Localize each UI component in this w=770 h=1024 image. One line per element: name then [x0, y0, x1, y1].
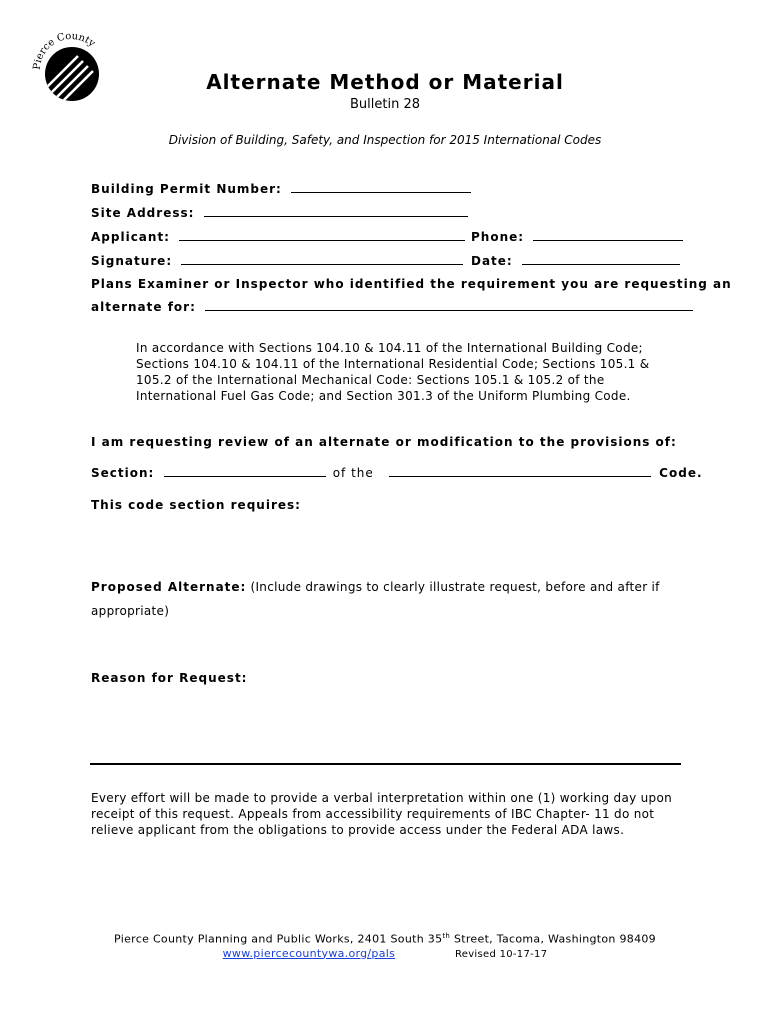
signature-label: Signature:	[91, 254, 173, 268]
page-title: Alternate Method or Material	[206, 70, 564, 94]
permit-number-field[interactable]	[291, 191, 471, 193]
section-field[interactable]	[164, 475, 326, 477]
divider	[90, 763, 681, 765]
code-field[interactable]	[389, 475, 651, 477]
division-subtitle: Division of Building, Safety, and Inspection for 2015 International Codes	[168, 133, 602, 147]
applicant-row	[91, 230, 465, 244]
footer	[0, 932, 770, 960]
code-requires-label: This code section requires:	[91, 498, 301, 512]
applicant-label: Applicant:	[91, 230, 170, 244]
site-address-field[interactable]	[204, 215, 468, 217]
date-label: Date:	[471, 254, 513, 268]
proposed-alternate-label: Proposed Alternate:	[91, 580, 247, 594]
logo-text: Pierce County	[31, 30, 97, 71]
proposed-alternate	[91, 575, 691, 623]
accordance-line: International Fuel Gas Code; and Section 301.3 of the Uniform Plumbing Code.	[136, 389, 631, 403]
site-address-row	[91, 206, 468, 220]
accordance-paragraph	[136, 340, 696, 404]
examiner-label-line2: alternate for:	[91, 300, 196, 314]
signature-row	[91, 254, 463, 268]
footer-address: Pierce County Planning and Public Works, 2401 South 35th Street, Tacoma, Washington 98409	[114, 932, 656, 946]
examiner-label-line1: Plans Examiner or Inspector who identified the requirement you are requesting an	[91, 277, 732, 291]
proposed-alternate-note: (Include drawings to clearly illustrate request, before and after if	[250, 580, 660, 594]
accordance-line: In accordance with Sections 104.10 & 104.11 of the International Building Code;	[136, 341, 643, 355]
site-address-label: Site Address:	[91, 206, 195, 220]
signature-field[interactable]	[181, 263, 463, 265]
accordance-line: 105.2 of the International Mechanical Code: Sections 105.1 & 105.2 of the	[136, 373, 605, 387]
permit-number-row	[91, 182, 471, 196]
request-heading: I am requesting review of an alternate or modification to the provisions of:	[91, 435, 677, 449]
pierce-county-logo	[30, 26, 112, 108]
applicant-field[interactable]	[179, 239, 465, 241]
reason-label: Reason for Request:	[91, 671, 248, 685]
section-label: Section:	[91, 466, 155, 480]
revised-date: Revised 10-17-17	[454, 948, 548, 960]
notice-line: Every effort will be made to provide a verbal interpretation within one (1) working day upon	[91, 791, 673, 805]
notice-paragraph	[91, 790, 691, 838]
date-field[interactable]	[522, 263, 680, 265]
phone-field[interactable]	[533, 239, 683, 241]
examiner-row	[91, 300, 693, 314]
of-the-text: of the	[332, 466, 374, 480]
notice-line: relieve applicant from the obligations to provide access under the Federal ADA laws.	[91, 823, 625, 837]
phone-row	[471, 230, 683, 244]
section-row	[91, 466, 703, 480]
website-link[interactable]: www.piercecountywa.org/pals	[222, 946, 396, 960]
proposed-alternate-note2: appropriate)	[91, 604, 170, 618]
code-label: Code.	[659, 466, 703, 480]
date-row	[471, 254, 680, 268]
bulletin-number: Bulletin 28	[349, 97, 420, 112]
accordance-line: Sections 104.10 & 104.11 of the International Residential Code; Sections 105.1 &	[136, 357, 650, 371]
examiner-field[interactable]	[205, 309, 693, 311]
phone-label: Phone:	[471, 230, 525, 244]
permit-number-label: Building Permit Number:	[91, 182, 282, 196]
notice-line: receipt of this request. Appeals from accessibility requirements of IBC Chapter- 11 do not	[91, 807, 655, 821]
